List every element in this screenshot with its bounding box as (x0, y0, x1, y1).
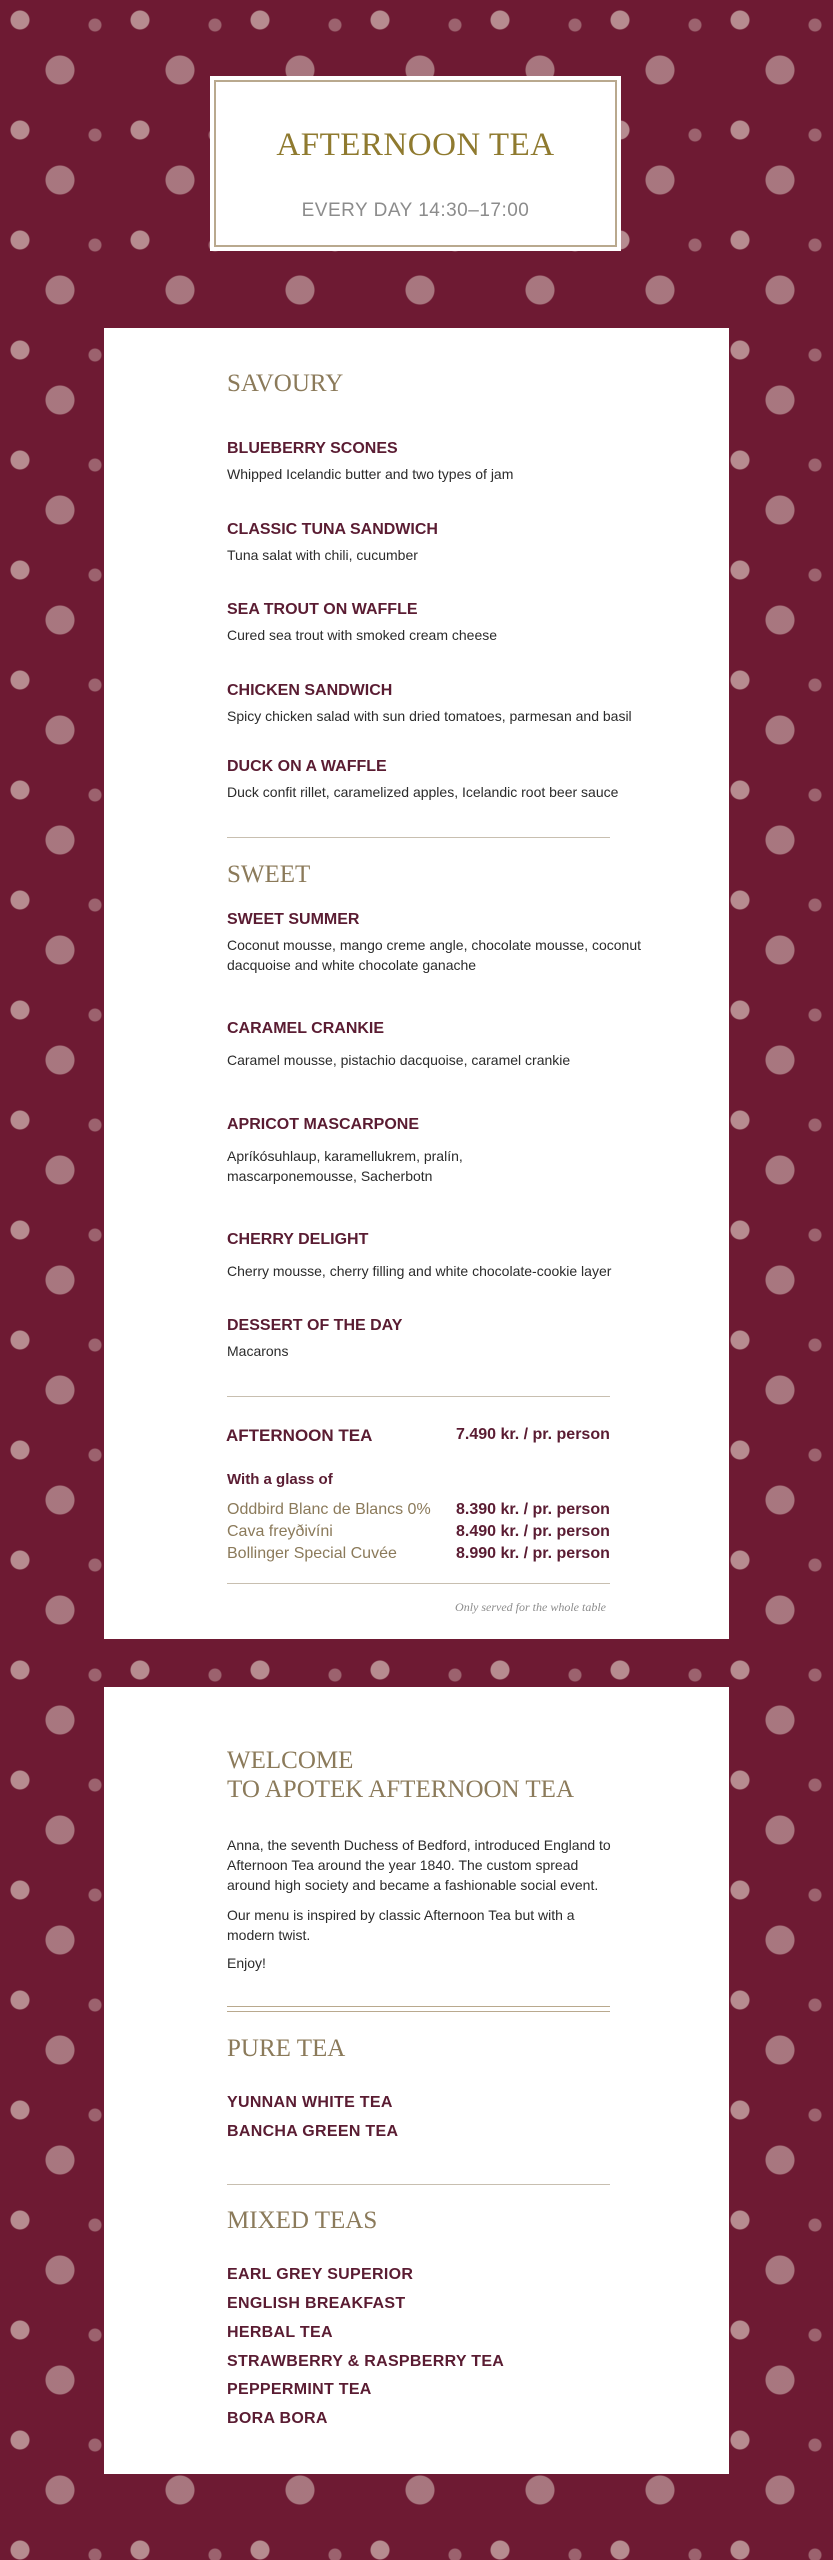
drink-option-name: Bollinger Special Cuvée (227, 1545, 397, 1562)
welcome-paragraph: Enjoy! (227, 1955, 266, 1971)
divider (227, 2011, 610, 2012)
pure-tea-heading: PURE TEA (227, 2035, 346, 2062)
divider (227, 837, 610, 838)
serving-note: Only served for the whole table (455, 1600, 606, 1614)
drink-option-name: Cava freyðivíni (227, 1523, 333, 1540)
welcome-paragraph: Anna, the seventh Duchess of Bedford, introduced England to Afternoon Tea around the year 1840. The custom spread around high society and became a fashionable social event. (227, 1837, 611, 1893)
menu-item-desc: Duck confit rillet, caramelized apples, Icelandic root beer sauce (227, 784, 619, 800)
header-card (214, 80, 617, 247)
divider (227, 2006, 610, 2007)
menu-item-name: SEA TROUT ON WAFFLE (227, 601, 418, 618)
menu-item-desc: Tuna salat with chili, cucumber (227, 547, 418, 563)
drink-option-price: 8.990 kr. / pr. person (456, 1545, 610, 1562)
drink-option-price: 8.390 kr. / pr. person (456, 1501, 610, 1518)
serving-hours: EVERY DAY 14:30–17:00 (301, 200, 530, 221)
menu-item-name: DESSERT OF THE DAY (227, 1317, 403, 1334)
afternoon-tea-price: 7.490 kr. / pr. person (456, 1426, 610, 1443)
divider (227, 1396, 610, 1397)
menu-item-desc: Apríkósuhlaup, karamellukrem, pralín, mascarponemousse, Sacherbotn (227, 1148, 463, 1184)
menu-item-name: CHERRY DELIGHT (227, 1231, 369, 1248)
menu-item-desc: Macarons (227, 1343, 289, 1359)
menu-item-desc: Caramel mousse, pistachio dacquoise, caramel crankie (227, 1052, 571, 1068)
tea-item: PEPPERMINT TEA (227, 2381, 372, 2398)
divider (227, 2184, 610, 2185)
afternoon-tea-label: AFTERNOON TEA (226, 1426, 373, 1445)
tea-item: ENGLISH BREAKFAST (227, 2295, 406, 2312)
menu-item-desc: Cherry mousse, cherry filling and white chocolate-cookie layer (227, 1263, 612, 1279)
tea-item: STRAWBERRY & RASPBERRY TEA (227, 2353, 505, 2370)
menu-item-name: CARAMEL CRANKIE (227, 1020, 385, 1037)
menu-item-name: BLUEBERRY SCONES (227, 440, 398, 457)
menu-item-name: SWEET SUMMER (227, 911, 360, 928)
drink-option-price: 8.490 kr. / pr. person (456, 1523, 610, 1540)
menu-item-desc: Coconut mousse, mango creme angle, chocolate mousse, coconut dacquoise and white chocolate ganache (227, 937, 642, 973)
menu-item-name: APRICOT MASCARPONE (227, 1116, 420, 1133)
welcome-subheading: TO APOTEK AFTERNOON TEA (227, 1776, 575, 1803)
sweet-heading: SWEET (227, 861, 311, 888)
welcome-paragraph: Our menu is inspired by classic Afternoon Tea but with a modern twist. (227, 1907, 575, 1943)
tea-item: EARL GREY SUPERIOR (227, 2266, 414, 2283)
menu-item-name: CHICKEN SANDWICH (227, 682, 393, 699)
drink-option-name: Oddbird Blanc de Blancs 0% (227, 1501, 431, 1518)
menu-item-desc: Cured sea trout with smoked cream cheese (227, 627, 498, 643)
tea-item: YUNNAN WHITE TEA (227, 2094, 393, 2111)
menu-card (104, 328, 729, 1639)
tea-item: BANCHA GREEN TEA (227, 2123, 399, 2140)
mixed-teas-heading: MIXED TEAS (227, 2207, 378, 2234)
menu-item-name: DUCK ON A WAFFLE (227, 758, 387, 775)
tea-item: BORA BORA (227, 2410, 328, 2427)
savoury-heading: SAVOURY (227, 370, 344, 397)
welcome-heading: WELCOME (227, 1747, 354, 1774)
menu-item-name: CLASSIC TUNA SANDWICH (227, 521, 438, 538)
divider (227, 1583, 610, 1584)
with-glass-label: With a glass of (227, 1471, 333, 1488)
menu-item-desc: Whipped Icelandic butter and two types of jam (227, 466, 514, 482)
info-card (104, 1687, 729, 2474)
page-title: AFTERNOON TEA (276, 127, 555, 163)
tea-item: HERBAL TEA (227, 2324, 333, 2341)
menu-item-desc: Spicy chicken salad with sun dried tomatoes, parmesan and basil (227, 708, 632, 724)
